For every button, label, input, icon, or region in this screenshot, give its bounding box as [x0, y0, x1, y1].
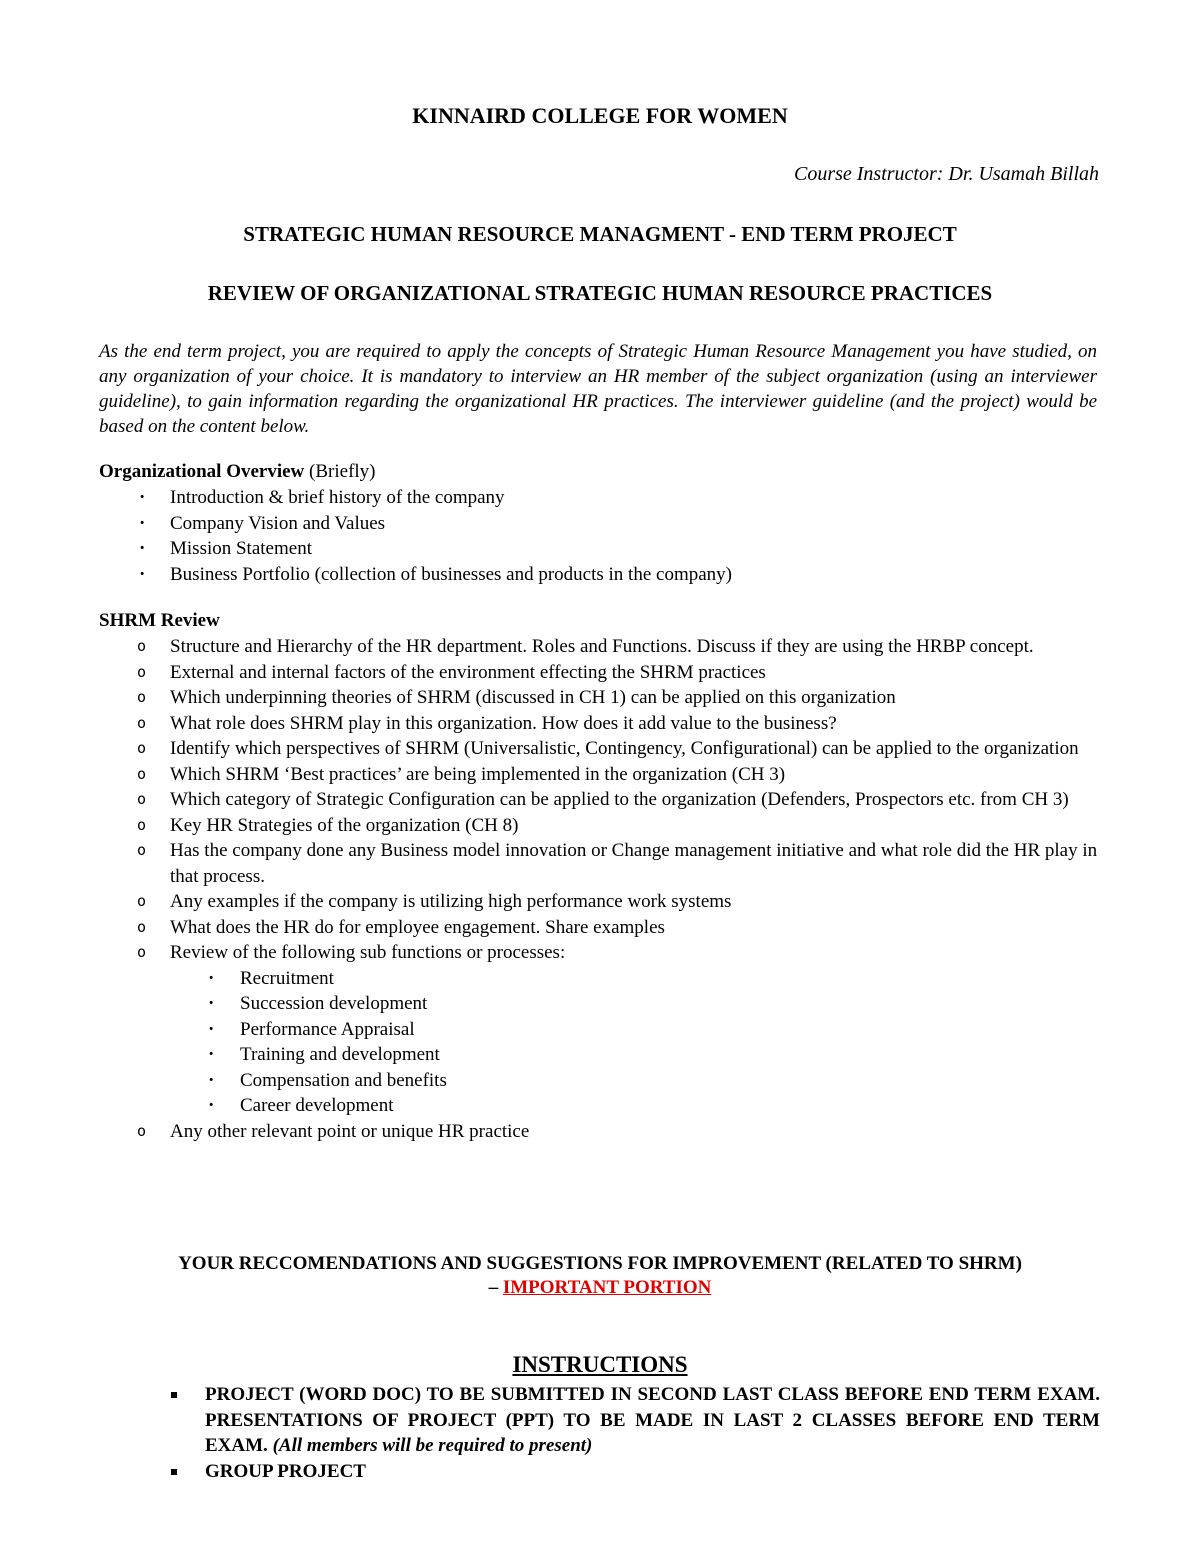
list-item: [137, 889, 1100, 915]
list-marker: o: [137, 917, 147, 936]
list-item: · Mission Statement: [170, 536, 1090, 562]
sub-list-item: · Career development: [240, 1093, 1100, 1119]
list-marker: o: [137, 764, 147, 783]
list-item: [137, 736, 1100, 762]
overview-heading-label: Organizational Overview: [99, 461, 305, 482]
list-item-text: Which underpinning theories of SHRM (discussed in CH 1) can be applied on this organization: [170, 687, 896, 708]
list-marker: o: [137, 688, 147, 706]
shrm-review-list: [137, 634, 1100, 1144]
list-marker: o: [137, 815, 147, 834]
list-item-text: Review of the following sub functions or processes:: [170, 942, 566, 963]
list-marker: o: [137, 662, 147, 681]
list-item-text: Which SHRM ‘Best practices’ are being implemented in the organization (CH 3): [170, 763, 786, 785]
shrm-heading: SHRM Review: [99, 610, 220, 631]
list-marker: o: [137, 637, 147, 655]
list-item: [137, 711, 1100, 737]
list-item: [137, 762, 1100, 788]
overview-heading: [99, 461, 376, 483]
list-item: [137, 940, 1100, 1119]
intro-paragraph: As the end term project, you are required to apply the concepts of Strategic Human Resource Management you have studied, on any organization of your choice. It is mandatory to interview an HR member of the subject organization (using an interviewer guideline), to gain information regarding the organizational HR practices. The interviewer guideline (and the project) would be based on the content below.: [99, 341, 1097, 437]
square-bullet-icon: [171, 1392, 177, 1398]
sub-list-item: · Performance Appraisal: [240, 1017, 1100, 1043]
list-item: [137, 787, 1100, 813]
list-item-text: Any examples if the company is utilizing high performance work systems: [170, 891, 732, 912]
dash-text: –: [488, 1277, 503, 1298]
sub-list-item: · Succession development: [240, 991, 1100, 1017]
list-marker: o: [137, 1121, 147, 1140]
list-item-text: Key HR Strategies of the organization (CH 8): [170, 814, 519, 836]
course-instructor: Course Instructor: Dr. Usamah Billah: [793, 163, 1099, 185]
list-marker: o: [137, 739, 147, 757]
overview-list: [170, 485, 1090, 587]
list-item: [137, 915, 1100, 941]
list-marker: o: [137, 790, 147, 808]
list-item: [137, 634, 1100, 660]
list-item-text: Has the company done any Business model innovation or Change management initiative and what role did the HR play in that process.: [170, 840, 1098, 887]
sub-functions-list: [170, 966, 1100, 1119]
list-item-text: What role does SHRM play in this organization. How does it add value to the business?: [170, 712, 837, 734]
list-item: · Introduction & brief history of the company: [170, 485, 1090, 511]
list-item: · Business Portfolio (collection of businesses and products in the company): [170, 562, 1090, 588]
important-portion-label: IMPORTANT PORTION: [502, 1277, 712, 1298]
list-item-text: Which category of Strategic Configuration can be applied to the organization (Defenders, Prospectors etc. from CH 3): [170, 789, 1069, 810]
instructions-list: [205, 1382, 1100, 1484]
list-item-text: Any other relevant point or unique HR practice: [170, 1120, 530, 1142]
recommendations-heading: YOUR RECCOMENDATIONS AND SUGGESTIONS FOR IMPROVEMENT (RELATED TO SHRM): [178, 1253, 1022, 1274]
project-title: REVIEW OF ORGANIZATIONAL STRATEGIC HUMAN RESOURCE PRACTICES: [207, 281, 993, 305]
list-marker: o: [137, 892, 147, 910]
square-bullet-icon: [171, 1469, 177, 1475]
college-title: KINNAIRD COLLEGE FOR WOMEN: [412, 103, 788, 128]
list-item: [137, 1119, 1100, 1145]
overview-heading-note: (Briefly): [304, 461, 376, 482]
list-marker: o: [137, 943, 147, 961]
sub-list-item: · Training and development: [240, 1042, 1100, 1068]
list-item-text: What does the HR do for employee engagement. Share examples: [170, 916, 665, 938]
list-item-text: External and internal factors of the environment effecting the SHRM practices: [170, 661, 766, 683]
list-item: [137, 838, 1100, 889]
instruction-item: [205, 1382, 1100, 1459]
list-item: · Company Vision and Values: [170, 511, 1090, 537]
list-marker: o: [137, 713, 147, 732]
list-item: [137, 660, 1100, 686]
instruction-item: [205, 1459, 1100, 1485]
instructions-heading: INSTRUCTIONS: [512, 1352, 688, 1377]
instruction-text: PROJECT (WORD DOC) TO BE SUBMITTED IN SECOND LAST CLASS BEFORE END TERM EXAM. PRESENTATIONS OF PROJECT (PPT) TO BE MADE IN LAST 2 CLASSES BEFORE END TERM EXAM.: [205, 1384, 1100, 1456]
list-item-text: Structure and Hierarchy of the HR department. Roles and Functions. Discuss if they are using the HRBP concept.: [170, 636, 1034, 657]
list-item-text: Identify which perspectives of SHRM (Universalistic, Contingency, Configurational) can be applied to the organization: [170, 738, 1079, 759]
sub-list-item: · Compensation and benefits: [240, 1068, 1100, 1094]
list-item: [137, 813, 1100, 839]
course-title: STRATEGIC HUMAN RESOURCE MANAGMENT - END TERM PROJECT: [243, 222, 957, 246]
sub-list-item: · Recruitment: [240, 966, 1100, 992]
recommendations-important-line: [0, 1277, 1200, 1299]
list-marker: o: [137, 841, 147, 859]
instruction-text: GROUP PROJECT: [205, 1460, 366, 1482]
list-item: [137, 685, 1100, 711]
instruction-note: (All members will be required to present): [272, 1435, 593, 1456]
